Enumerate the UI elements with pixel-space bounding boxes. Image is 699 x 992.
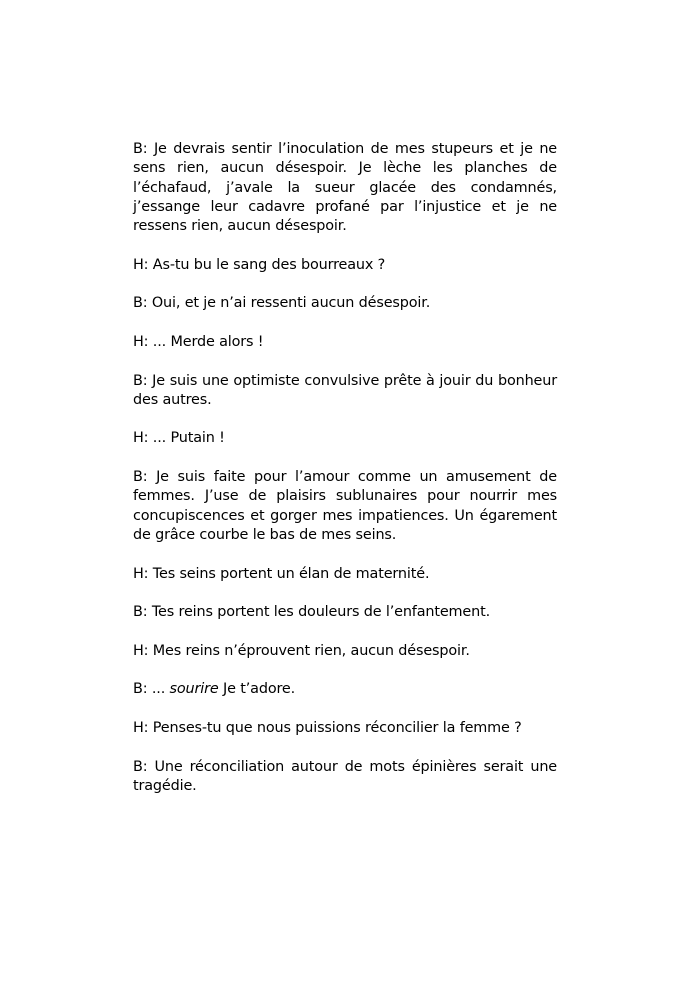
dialogue-paragraph <box>133 294 557 313</box>
dialogue-segment: B: ... <box>133 681 170 698</box>
dialogue-paragraph <box>133 140 557 236</box>
dialogue-segment: H: Penses-tu que nous puissions réconcilier la femme ? <box>133 719 522 736</box>
dialogue-paragraph <box>133 468 557 545</box>
dialogue-segment: B: Je suis faite pour l’amour comme un amusement de femmes. J’use de plaisirs sublunaires pour nourrir mes concupiscences et gorger mes impatiences. Un égarement de grâce courbe le bas de mes seins. <box>133 469 557 543</box>
dialogue-paragraph <box>133 758 557 797</box>
dialogue-paragraph <box>133 429 557 448</box>
dialogue-segment: H: ... Merde alors ! <box>133 333 264 350</box>
dialogue-segment-italic: sourire <box>169 681 219 698</box>
dialogue-segment: Je t’adore. <box>218 681 296 698</box>
dialogue-text <box>133 140 557 796</box>
dialogue-paragraph <box>133 642 557 661</box>
dialogue-paragraph <box>133 603 557 622</box>
dialogue-paragraph <box>133 565 557 584</box>
dialogue-paragraph <box>133 256 557 275</box>
dialogue-paragraph <box>133 719 557 738</box>
dialogue-paragraph <box>133 333 557 352</box>
dialogue-segment: B: Tes reins portent les douleurs de l’enfantement. <box>133 604 491 621</box>
dialogue-segment: B: Oui, et je n’ai ressenti aucun désespoir. <box>133 295 431 312</box>
dialogue-segment: H: Tes seins portent un élan de maternité. <box>133 565 430 582</box>
dialogue-segment: B: Je suis une optimiste convulsive prête à jouir du bonheur des autres. <box>133 372 557 408</box>
dialogue-segment: H: ... Putain ! <box>133 430 225 447</box>
dialogue-segment: B: Je devrais sentir l’inoculation de mes stupeurs et je ne sens rien, aucun désespoir. Je lèche les planches de l’échafaud, j’avale la sueur glacée des condamnés, j’essange leur cadavre profané par l’injustice et je ne ressens rien, aucun désespoir. <box>133 141 557 235</box>
dialogue-segment: B: Une réconciliation autour de mots épinières serait une tragédie. <box>133 758 557 794</box>
dialogue-segment: H: Mes reins n’éprouvent rien, aucun désespoir. <box>133 642 470 659</box>
dialogue-segment: H: As-tu bu le sang des bourreaux ? <box>133 256 386 273</box>
dialogue-paragraph <box>133 372 557 411</box>
dialogue-paragraph <box>133 680 557 699</box>
